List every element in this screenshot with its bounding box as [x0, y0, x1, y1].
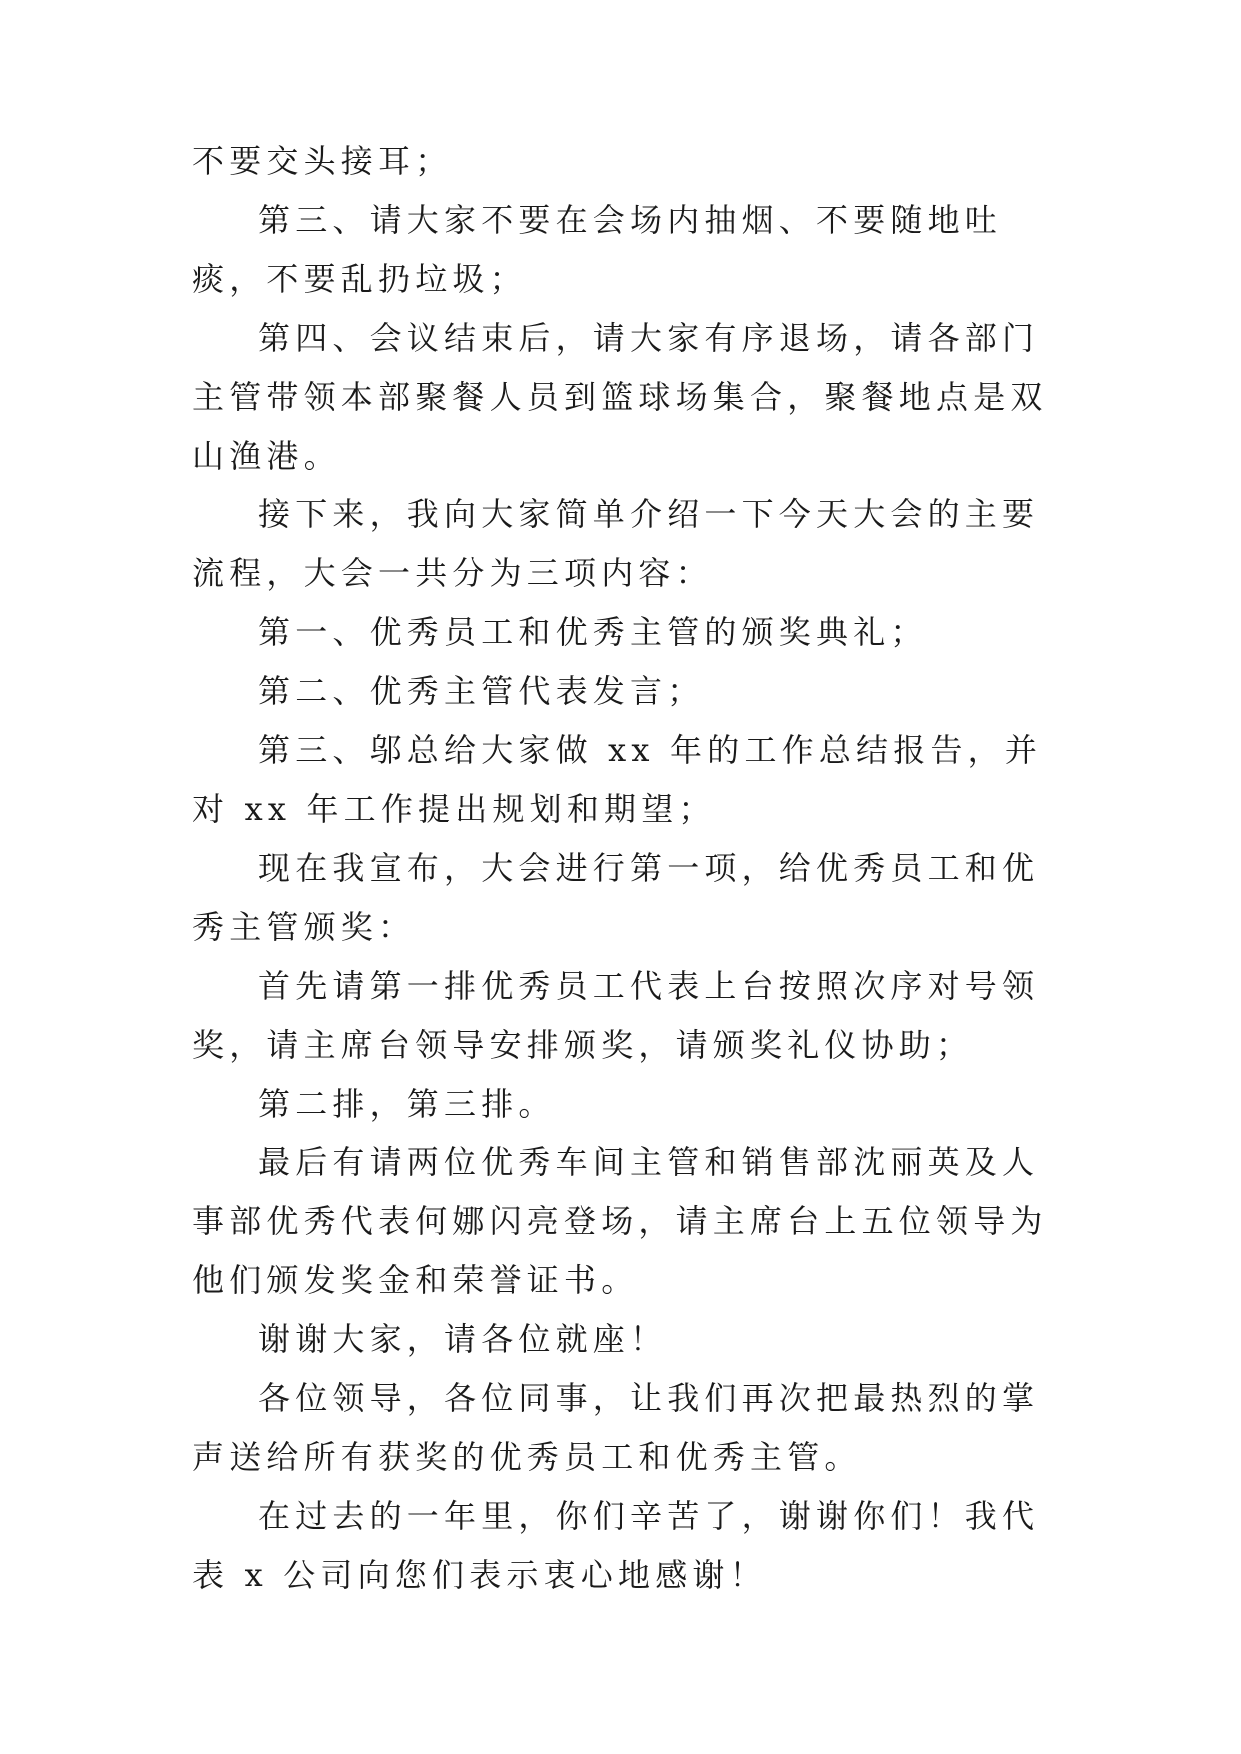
paragraph-5: 第一、优秀员工和优秀主管的颁奖典礼；: [258, 613, 928, 652]
paragraph-14: 在过去的一年里，你们辛苦了，谢谢你们！我代表 x 公司向您们表示衷心地感谢！: [192, 1496, 1040, 1594]
paragraph-7: 第三、邬总给大家做 xx 年的工作总结报告，并对 xx 年工作提出规划和期望；: [192, 731, 1043, 828]
paragraph-9: 首先请第一排优秀员工代表上台按照次序对号领奖，请主席台领导安排颁奖，请颁奖礼仪协助；: [192, 966, 1040, 1064]
paragraph-2: 第三、请大家不要在会场内抽烟、不要随地吐痰，不要乱扔垃圾；: [192, 200, 1003, 298]
document-page: [192, 132, 1052, 1605]
paragraph-6: 第二、优秀主管代表发言；: [258, 672, 705, 711]
paragraph-3: 第四、会议结束后，请大家有序退场，请各部门主管带领本部聚餐人员到篮球场集合，聚餐地点是双山渔港。: [192, 318, 1048, 475]
paragraph-4: 接下来，我向大家简单介绍一下今天大会的主要流程，大会一共分为三项内容：: [192, 495, 1040, 593]
paragraph-12: 谢谢大家，请各位就座！: [258, 1320, 668, 1359]
paragraph-13: 各位领导，各位同事，让我们再次把最热烈的掌声送给所有获奖的优秀员工和优秀主管。: [192, 1379, 1040, 1476]
paragraph-11: 最后有请两位优秀车间主管和销售部沈丽英及人事部优秀代表何娜闪亮登场，请主席台上五位领导为他们颁发奖金和荣誉证书。: [192, 1143, 1048, 1300]
paragraph-8: 现在我宣布，大会进行第一项，给优秀员工和优秀主管颁奖：: [192, 848, 1040, 946]
paragraph-1: 不要交头接耳；: [192, 142, 453, 180]
paragraph-10: 第二排，第三排。: [258, 1084, 556, 1123]
